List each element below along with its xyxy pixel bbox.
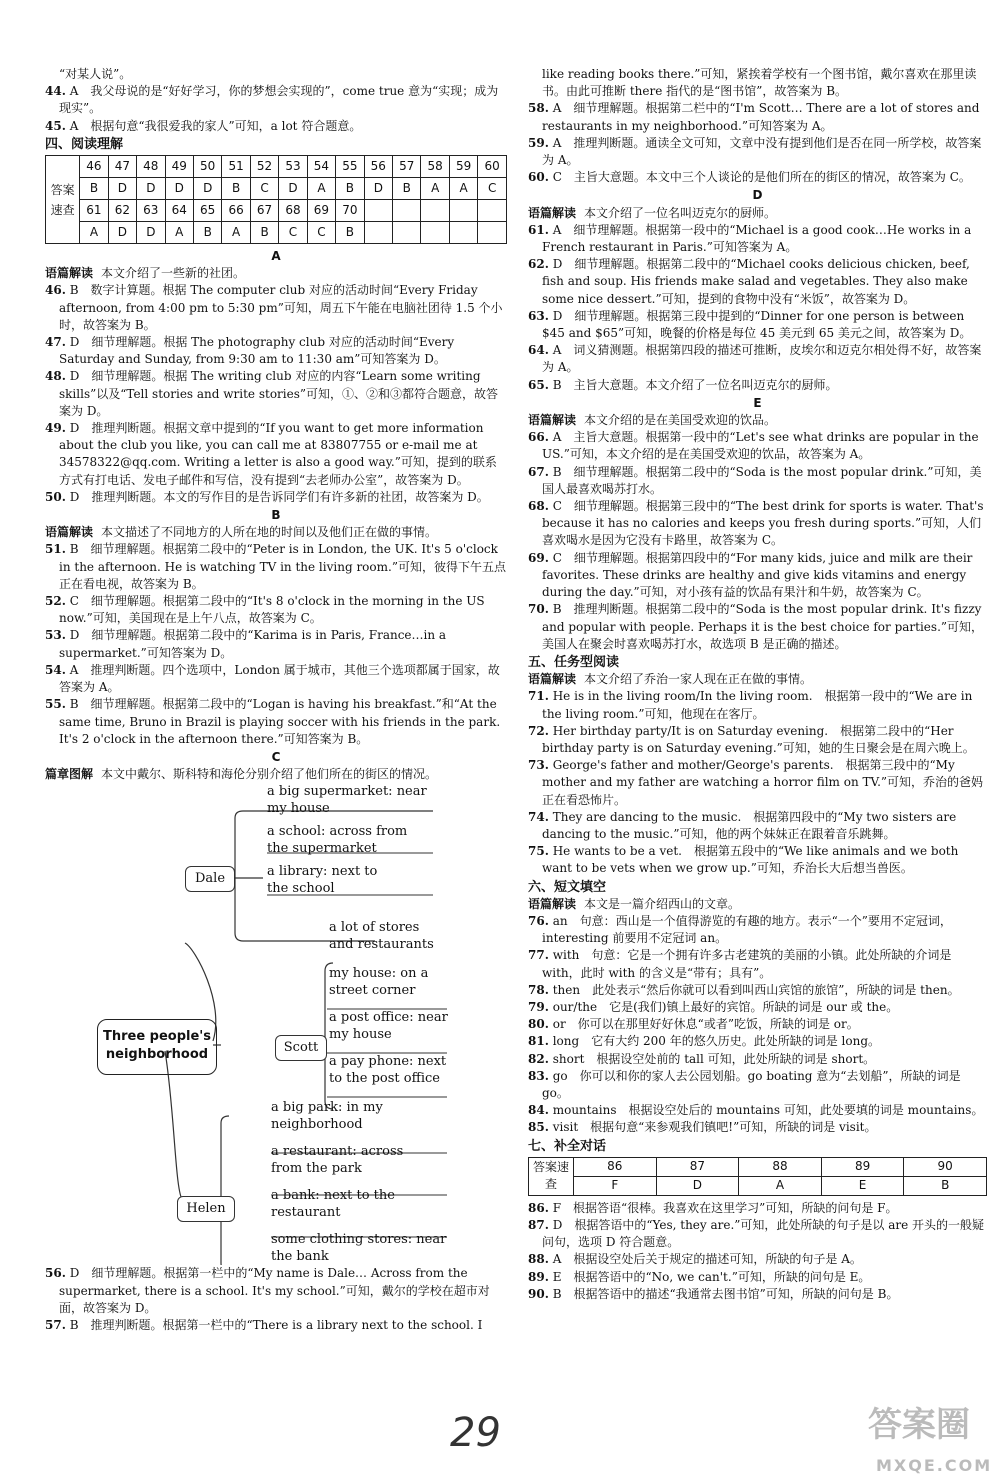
mind-map-node-helen: Helen (177, 1196, 235, 1222)
watermark-sub: MXQE.COM (876, 1456, 993, 1475)
item-number: 57. (45, 1317, 66, 1332)
table-cell: D (364, 178, 392, 200)
cloze-items (528, 913, 987, 1137)
table-cell: 66 (222, 200, 250, 222)
table-cell: B (904, 1176, 987, 1195)
answer-continuation: like reading books there.”可知，紧挨着学校有一个图书馆，戴尔喜欢在那里读书。由此可推断 there 指代的是“图书馆”，故答案为 B。 (542, 67, 977, 99)
passage-b-items (45, 541, 507, 747)
item-number: 90. (528, 1286, 549, 1301)
watermark-main: 答案圈 (868, 1405, 970, 1445)
item-text: A 根据设空处后关于规定的描述可知，所缺的句子是 A。 (552, 1252, 862, 1267)
item-text: B 推理判断题。根据第二段中的“Soda is the most popular drink. It's fizzy and popular with people. Perhaps it is the best choice for parties.”可知，美国人在聚会时喜欢喝苏打水，故选项 B 是正确的描述。 (542, 602, 984, 651)
table-cell: B (193, 222, 221, 244)
item-text: F 根据答语“很棒。我喜欢在这里学习”可知，所缺的问句是 F。 (552, 1200, 898, 1215)
item-number: 61. (528, 222, 549, 237)
table-cell: D (137, 178, 165, 200)
left-column (45, 66, 507, 1334)
table-cell: A (421, 178, 449, 200)
item-text: then 此处表示“然后你就可以看到叫西山宾馆的旅馆”，所缺的词是 then。 (552, 982, 960, 997)
item-text: D 细节理解题。根据 The writing club 对应的内容“Learn some writing skills”以及“Tell stories and write stories”可知，①、②和③都符合题意，故答案为 D。 (59, 369, 499, 418)
item-text: D 细节理解题。根据第三段中提到的“Dinner for one person is between $45 and $65”可知，晚餐的价格是每位 45 美元到 65 美元之间，故答案为 D。 (542, 308, 972, 341)
answer-item (45, 282, 507, 334)
item-text: B 细节理解题。根据第二段中的“Peter is in London, the UK. It's 5 o'clock in the afternoon. He is watching TV in the living room.”可知，彼得下午五点正在看电视，故答案为 B。 (59, 542, 506, 591)
table-cell: 53 (279, 156, 307, 178)
item-number: 55. (45, 697, 66, 712)
item-text: A 细节理解题。根据第二栏中的“I'm Scott… There are a lot of stores and restaurants in my neighborhood.”可知答案为 A。 (542, 101, 980, 133)
table-cell (393, 200, 421, 222)
table-cell: B (336, 178, 364, 200)
mind-map-leaf: a big supermarket: near my house (267, 784, 427, 817)
section-title-dialogue: 七、补全对话 (528, 1138, 607, 1154)
item-text: B 数字计算题。根据 The computer club 对应的活动时间“Every Friday afternoon, from 4:00 pm to 5:30 pm”可知，周五下午能在电脑社团待 1.5 个小时，故答案为 B。 (59, 283, 503, 332)
item-number: 54. (45, 662, 66, 677)
table-cell: D (193, 178, 221, 200)
item-text: C 主旨大意题。本文中三个人谈论的是他们所在的街区的情况，故答案为 C。 (552, 170, 971, 185)
item-number: 47. (45, 335, 66, 350)
passage-d-items (528, 222, 987, 394)
item-number: 84. (528, 1103, 549, 1118)
answer-item (528, 1068, 987, 1102)
section-title-task-reading: 五、任务型阅读 (528, 654, 620, 670)
item-number: 62. (528, 257, 549, 272)
item-number: 71. (528, 689, 549, 704)
table-cell: 67 (250, 200, 278, 222)
left-top-items (45, 66, 507, 135)
mind-map-leaf: my house: on a street corner (329, 966, 429, 999)
table-cell: F (574, 1176, 657, 1195)
item-text: B 主旨大意题。本文介绍了一位名叫迈克尔的厨师。 (552, 377, 838, 392)
table-cell: 68 (279, 200, 307, 222)
item-text: C 细节理解题。根据第四段中的“For many kids, juice and milk are their favorites. These drinks are healthy and give kids vitamins and energy during the day.”可知，对小孩有益的饮品有果汁和牛奶，故答案为 C。 (542, 550, 973, 600)
table-cell: D (108, 178, 136, 200)
table-cell: C (307, 222, 335, 244)
table-cell: 52 (250, 156, 278, 178)
item-text: A 推理判断题。通读全文可知，文章中没有提到他们是否在同一所学校，故答案为 A。 (542, 135, 982, 168)
table-cell (421, 222, 449, 244)
table-cell: 50 (193, 156, 221, 178)
table-cell: B (222, 178, 250, 200)
item-number: 85. (528, 1120, 549, 1135)
answer-item (45, 334, 507, 368)
item-number: 68. (528, 499, 549, 514)
item-text: A 细节理解题。根据第一段中的“Michael is a good cook…He works in a French restaurant in Paris.”可知答案为 A。 (542, 222, 972, 255)
answer-item (528, 498, 987, 550)
item-text: D 根据答语中的“Yes, they are.”可知，此处所缺的句子是以 are 开头的一般疑问句，选项 D 符合题意。 (542, 1218, 985, 1250)
item-number: 63. (528, 308, 549, 323)
answer-item (45, 1265, 507, 1317)
table-cell: 46 (80, 156, 108, 178)
answer-item (528, 601, 987, 653)
item-number: 77. (528, 948, 549, 963)
mind-map-leaf: some clothing stores: near the bank (271, 1232, 447, 1265)
answer-item (45, 420, 507, 489)
item-text: B 推理判断题。根据第一栏中的“There is a library next to the school. I (69, 1317, 483, 1332)
mind-map-leaf: a restaurant: across from the park (271, 1144, 404, 1177)
answer-item (528, 377, 987, 394)
table-cell (421, 200, 449, 222)
item-number: 67. (528, 464, 549, 479)
answer-item (528, 169, 987, 186)
item-text: They are dancing to the music. 根据第四段中的“My two sisters are dancing to the music.”可知，他的两个妹妹正在跟着音乐跳舞。 (542, 809, 957, 841)
item-number: 88. (528, 1252, 549, 1267)
table-cell: A (222, 222, 250, 244)
answer-item (528, 429, 987, 463)
table-cell: 59 (449, 156, 477, 178)
table-cell: 60 (478, 156, 507, 178)
answer-table-reading (45, 155, 507, 244)
item-number: 72. (528, 723, 549, 738)
table-cell (449, 200, 477, 222)
answer-item (528, 1102, 987, 1119)
item-text: A 根据句意“我很爱我的家人”可知，a lot 符合题意。 (69, 118, 362, 133)
item-number: 75. (528, 844, 549, 859)
answer-item (528, 1016, 987, 1033)
dialogue-items (528, 1200, 987, 1303)
answer-item (528, 688, 987, 722)
item-number: 44. (45, 84, 66, 99)
answer-item (45, 1317, 507, 1334)
table-cell: 54 (307, 156, 335, 178)
item-text: D 细节理解题。根据第二段中的“Karima is in Paris, France…in a supermarket.”可知答案为 D。 (59, 628, 447, 660)
passage-letter-c: C (271, 749, 281, 764)
table-cell: C (478, 178, 507, 200)
item-text: go 你可以和你的家人去公园划船。go boating 意为“去划船”，所缺的词是 go。 (542, 1068, 961, 1100)
table-cell: 61 (80, 200, 108, 222)
table-cell: D (279, 178, 307, 200)
item-text: D 推理判断题。根据文章中提到的“If you want to get more information about the club you like, you can call me at 83807755 or e-mail me at 34578322@qq.com. Writing a letter is also a good way.”可知，提到的联系方式有打电话、发电子邮件和写信，没有提到“去老师办公室”，故答案为 D。 (59, 421, 497, 487)
answer-item (528, 100, 987, 134)
item-text: short 根据设空处前的 tall 可知，此处所缺的词是 short。 (552, 1051, 876, 1066)
passage-letter-d: D (752, 188, 763, 203)
table-cell: 70 (336, 200, 364, 222)
item-number: 58. (528, 101, 549, 116)
item-text: A 词义猜测题。根据第四段的描述可推断，皮埃尔和迈克尔相处得不好，故答案为 A。 (542, 343, 982, 375)
answer-item (528, 135, 987, 169)
table-cell: 88 (739, 1157, 822, 1176)
section-title-reading: 四、阅读理解 (45, 136, 124, 152)
table-cell (364, 222, 392, 244)
table-cell: 89 (821, 1157, 904, 1176)
table-cell: 56 (364, 156, 392, 178)
right-top-items (528, 66, 987, 186)
section-title-cloze: 六、短文填空 (528, 879, 607, 895)
passage-a-items (45, 282, 507, 506)
answer-item (528, 342, 987, 376)
mind-map-leaf: a school: across from the supermarket (267, 824, 408, 857)
mind-map-leaf: a pay phone: next to the post office (329, 1054, 447, 1087)
item-number: 69. (528, 550, 549, 565)
passage-letter-a: A (271, 249, 281, 264)
section-intro-cloze: 语篇解读 本文是一篇介绍西山的文章。 (528, 896, 741, 911)
answer-item (528, 947, 987, 981)
answer-item (528, 1051, 987, 1068)
answer-item (45, 593, 507, 627)
answer-item (528, 982, 987, 999)
item-text: George's father and mother/George's parents. 根据第三段中的“My mother and my father are watching a horror film on TV.”可知，乔治的爸妈正在看恐怖片。 (542, 758, 984, 807)
answer-item (528, 1217, 987, 1251)
item-text: D 细节理解题。根据第二段中的“Michael cooks delicious chicken, beef, fish and soup. His friends make salad and vegetables. They also make some nice dessert.”可知，提到的食物中没有“米饭”，故答案为 D。 (542, 257, 970, 306)
item-number: 86. (528, 1200, 549, 1215)
table-cell: A (165, 222, 193, 244)
item-text: A 我父母说的是“好好学习，你的梦想会实现的”，come true 意为“实现；成为现实”。 (59, 84, 499, 116)
passage-c-items (45, 1265, 507, 1334)
table-cell (364, 200, 392, 222)
item-number: 73. (528, 758, 549, 773)
passage-intro-b: 语篇解读 本文描述了不同地方的人所在地的时间以及他们正在做的事情。 (45, 525, 438, 540)
item-text: an 句意：西山是一个值得游览的有趣的地方。表示“一个”要用不定冠词，interesting 前要用不定冠词 an。 (542, 913, 952, 946)
passage-e-items (528, 429, 987, 653)
table-cell: D (165, 178, 193, 200)
item-number: 74. (528, 809, 549, 824)
answer-item (45, 541, 507, 593)
mind-map-leaf: a post office: near my house (329, 1010, 448, 1043)
table-cell (478, 200, 507, 222)
right-column (528, 66, 987, 1303)
watermark-logo (850, 1405, 1000, 1481)
item-number: 70. (528, 602, 549, 617)
answer-item (528, 999, 987, 1016)
item-number: 79. (528, 999, 549, 1014)
table-cell: 63 (137, 200, 165, 222)
item-text: long 它有大约 200 年的悠久历史。此处所缺的词是 long。 (552, 1034, 881, 1049)
table-cell: D (137, 222, 165, 244)
item-number: 87. (528, 1218, 549, 1232)
answer-item (528, 1286, 987, 1303)
passage-letter-b: B (271, 508, 281, 523)
item-text: with 句意：它是一个拥有许多古老建筑的美丽的小镇。此处所缺的介词是 with，此时 with 的含义是“带有；具有”。 (542, 948, 952, 980)
item-text: B 细节理解题。根据第二段中的“Logan is having his breakfast.”和“At the same time, Bruno in Brazil is playing soccer with his friends in the park. It's 2 o'clock in the afternoon there.”可知答案为 B。 (59, 697, 501, 746)
table-cell: A (307, 178, 335, 200)
mind-map-root: Three people's neighborhood (97, 1019, 217, 1075)
answer-item (528, 550, 987, 602)
table-cell (478, 222, 507, 244)
answer-item (45, 368, 507, 420)
table-label: 答案速查 (529, 1157, 574, 1195)
table-cell: 47 (108, 156, 136, 178)
table-cell: 51 (222, 156, 250, 178)
item-text: Her birthday party/It is on Saturday evening. 根据第二段中的“Her birthday party is on Saturday evening.”可知，她的生日聚会是在周六晚上。 (542, 723, 975, 755)
item-text: D 推理判断题。本文的写作目的是告诉同学们有许多新的社团，故答案为 D。 (69, 489, 489, 504)
answer-item (528, 1119, 987, 1136)
table-cell: B (250, 222, 278, 244)
answer-item (528, 1200, 987, 1217)
table-cell: 87 (656, 1157, 739, 1176)
item-number: 82. (528, 1051, 549, 1066)
task-reading-items (528, 688, 987, 877)
item-number: 60. (528, 170, 549, 185)
table-cell: B (80, 178, 108, 200)
item-text: A 推理判断题。四个选项中，London 属于城市，其他三个选项都属于国家，故答案为 A。 (59, 662, 500, 695)
table-cell: C (279, 222, 307, 244)
table-cell: A (449, 178, 477, 200)
table-cell: A (739, 1176, 822, 1195)
table-cell (393, 222, 421, 244)
table-cell: 49 (165, 156, 193, 178)
item-text: B 根据答语中的描述“我通常去图书馆”可知，所缺的问句是 B。 (552, 1286, 899, 1301)
item-number: 66. (528, 430, 549, 445)
item-text: our/the 它是(我们)镇上最好的宾馆。所缺的词是 our 或 the。 (552, 999, 899, 1014)
answer-item (528, 757, 987, 809)
mind-map-leaf: a library: next to the school (267, 864, 378, 897)
answer-item (528, 723, 987, 757)
item-number: 45. (45, 118, 66, 133)
table-cell: 57 (393, 156, 421, 178)
item-number: 50. (45, 489, 66, 504)
mind-map-leaf: a lot of stores and restaurants (329, 920, 434, 953)
item-number: 52. (45, 594, 66, 609)
item-text: He wants to be a vet. 根据第五段中的“We like animals and we both want to be vets when we grow up.”可知，乔治长大后想当兽医。 (542, 844, 959, 876)
answer-item (528, 913, 987, 947)
item-text: C 细节理解题。根据第二段中的“It's 8 o'clock in the morning in the US now.”可知，美国现在是上午八点，故答案为 C。 (59, 594, 485, 626)
item-text: A 主旨大意题。根据第一段中的“Let's see what drinks are popular in the US.”可知，本文介绍的是在美国受欢迎的饮品，故答案为 A。 (542, 430, 979, 462)
passage-intro-a: 语篇解读 本文介绍了一些新的社团。 (45, 266, 246, 281)
table-cell: 58 (421, 156, 449, 178)
answer-item (45, 489, 507, 506)
mind-map (45, 783, 507, 1265)
answer-item (528, 1269, 987, 1286)
item-number: 65. (528, 377, 549, 392)
item-number: 78. (528, 982, 549, 997)
answer-item (528, 464, 987, 498)
answer-item (45, 83, 507, 117)
passage-intro-c: 篇章图解 本文中戴尔、斯科特和海伦分别介绍了他们所在的街区的情况。 (45, 767, 438, 782)
table-cell: 65 (193, 200, 221, 222)
table-label: 答案速查 (46, 156, 80, 244)
item-number: 59. (528, 135, 549, 150)
item-number: 81. (528, 1034, 549, 1049)
item-text: D 细节理解题。根据 The photography club 对应的活动时间“Every Saturday and Sunday, from 9:30 am to 11:30 am”可知答案为 D。 (59, 335, 455, 367)
table-cell: C (250, 178, 278, 200)
item-text: or 你可以在那里好好休息“或者”吃饭，所缺的词是 or。 (552, 1017, 859, 1032)
mind-map-leaf: a big park: in my neighborhood (271, 1100, 383, 1133)
section-intro-task-reading: 语篇解读 本文介绍了乔治一家人现在正在做的事情。 (528, 672, 813, 687)
item-text: D 细节理解题。根据第一栏中的“My name is Dale… Across from the supermarket, there is a school. It's my school.”可知，戴尔的学校在超市对面，故答案为 D。 (59, 1266, 490, 1315)
answer-item (528, 843, 987, 877)
item-text: B 细节理解题。根据第二段中的“Soda is the most popular drink.”可知，美国人最喜欢喝苏打水。 (542, 464, 982, 496)
table-cell: 48 (137, 156, 165, 178)
table-cell: D (656, 1176, 739, 1195)
answer-table-dialogue (528, 1157, 987, 1196)
table-cell: D (108, 222, 136, 244)
table-cell: 86 (574, 1157, 657, 1176)
item-number: 49. (45, 421, 66, 436)
passage-letter-e: E (753, 395, 762, 410)
table-cell: 69 (307, 200, 335, 222)
item-number: 46. (45, 283, 66, 298)
answer-item (528, 1033, 987, 1050)
table-cell: B (393, 178, 421, 200)
passage-intro-e: 语篇解读 本文介绍的是在美国受欢迎的饮品。 (528, 413, 777, 428)
item-number: 64. (528, 343, 549, 358)
answer-item (45, 696, 507, 748)
passage-intro-d: 语篇解读 本文介绍了一位名叫迈克尔的厨师。 (528, 205, 777, 220)
table-cell: 55 (336, 156, 364, 178)
answer-item (45, 118, 507, 135)
item-number: 89. (528, 1269, 549, 1284)
table-cell: 64 (165, 200, 193, 222)
answer-item (45, 662, 507, 696)
answer-continuation: “对某人说”。 (59, 67, 132, 81)
item-text: E 根据答语中的“No, we can't.”可知，所缺的问句是 E。 (552, 1269, 871, 1284)
item-text: mountains 根据设空处后的 mountains 可知，此处要填的词是 mountains。 (552, 1103, 984, 1118)
table-cell: A (80, 222, 108, 244)
answer-item (528, 222, 987, 256)
item-number: 48. (45, 369, 66, 384)
item-number: 76. (528, 913, 549, 928)
item-text: C 细节理解题。根据第三段中的“The best drink for sports is water. That's because it has no calories and keeps you fresh during sports.”可知，人们喜欢喝水是因为它没有卡路里，故答案为 C。 (542, 499, 984, 548)
answer-item (528, 1251, 987, 1268)
page-number: 29 (450, 1410, 501, 1456)
table-cell: B (336, 222, 364, 244)
item-number: 53. (45, 628, 66, 643)
item-number: 51. (45, 542, 66, 557)
answer-item (528, 809, 987, 843)
item-text: He is in the living room/In the living room. 根据第一段中的“We are in the living room.”可知，他现在在客厅。 (542, 689, 973, 721)
answer-item (528, 308, 987, 342)
item-text: visit 根据句意“来参观我们镇吧!”可知，所缺的词是 visit。 (552, 1120, 877, 1135)
table-cell: 62 (108, 200, 136, 222)
table-cell: 90 (904, 1157, 987, 1176)
table-cell (449, 222, 477, 244)
item-number: 56. (45, 1266, 66, 1281)
mind-map-node-dale: Dale (185, 866, 235, 892)
answer-item (45, 627, 507, 661)
item-number: 80. (528, 1017, 549, 1032)
mind-map-leaf: a bank: next to the restaurant (271, 1188, 395, 1221)
table-cell: E (821, 1176, 904, 1195)
answer-item (528, 256, 987, 308)
item-number: 83. (528, 1068, 549, 1083)
mind-map-node-scott: Scott (275, 1035, 327, 1061)
